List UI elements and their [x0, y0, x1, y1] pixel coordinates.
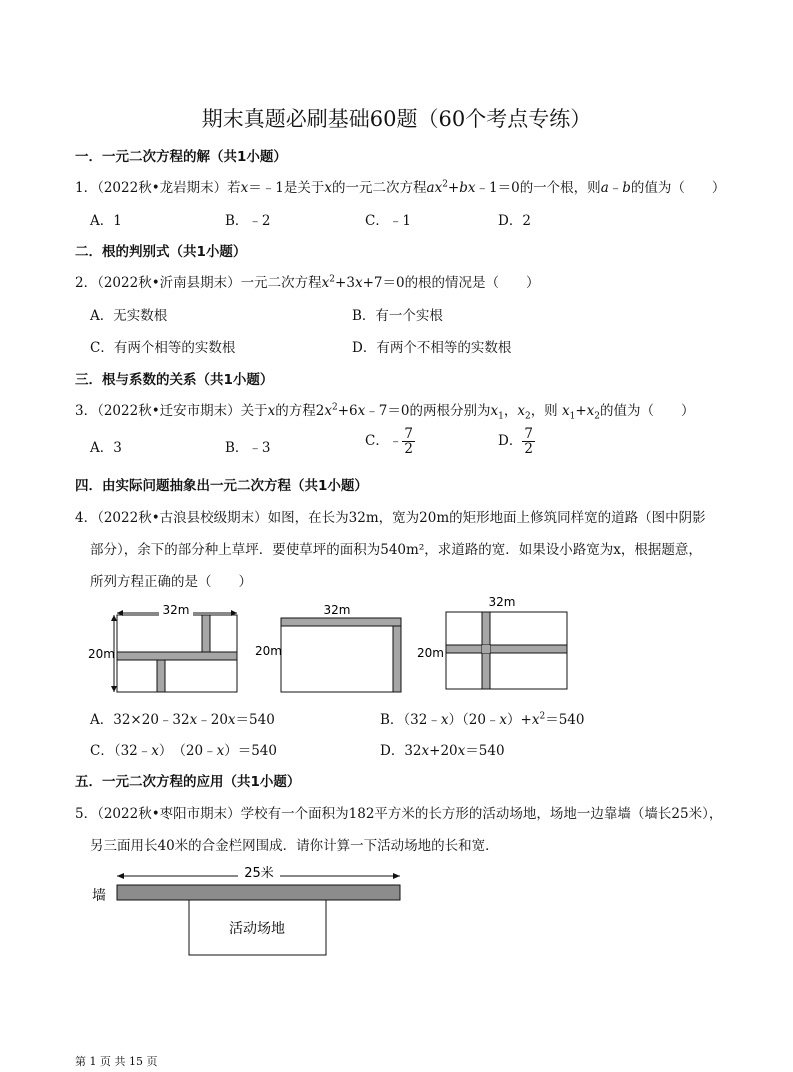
q1-option-d: D．2: [498, 213, 531, 229]
q4-option-d: D．32x+20x＝540: [380, 743, 505, 759]
q2-option-b: B．有一个实根: [352, 308, 443, 324]
q4-figure-1: [85, 600, 245, 698]
q4-option-c: C．（32﹣x） （20﹣x）＝540: [90, 743, 277, 759]
question-3: 3．（2022秋•迁安市期末）关于x的方程$2x^2+6x﹣7=0$的两根分别为$x_1$，$x_2$，则 $x_1+x_2$的值为（ ）: [75, 402, 695, 422]
q3-option-c: C．﹣ $\frac{7}{2}$: [365, 426, 413, 457]
question-5-line-1: 5．（2022秋•枣阳市期末）学校有一个面积为182平方米的长方形的活动场地，场地一边靠墙（墙长25米），: [75, 806, 723, 822]
question-1: 1．（2022秋•龙岩期末）若x＝﹣1是关于x的一元二次方程$ax^2+bx﹣1=0$的一个根，则a﹣b的值为（ ）: [75, 179, 726, 196]
question-4-line-1: 4．（2022秋•古浪县校级期末）如图，在长为32m，宽为20m的矩形地面上修筑同样宽的道路（图中阴影: [75, 510, 706, 526]
q3-option-b: B．﹣3: [225, 440, 271, 456]
section-heading-4: 四．由实际问题抽象出一元二次方程（共1小题）: [75, 478, 368, 494]
q1-option-a: A．1: [90, 213, 122, 229]
q4-option-a: A．32×20﹣32x﹣20x＝540: [90, 712, 275, 728]
question-4-line-3: 所列方程正确的是（ ）: [90, 574, 252, 590]
question-5-line-2: 另三面用长40米的合金栏网围成．请你计算一下活动场地的长和宽．: [90, 838, 499, 854]
fig2-label-20m: 20m: [255, 644, 282, 658]
q1-option-b: B．﹣2: [225, 213, 271, 229]
q2-option-c: C．有两个相等的实数根: [90, 340, 236, 356]
section-heading-2: 二．根的判别式（共1小题）: [75, 244, 247, 260]
q2-option-a: A．无实数根: [90, 308, 168, 324]
field-label: 活动场地: [229, 921, 285, 937]
q5-figure: [88, 860, 408, 960]
q3-option-d: D． $\frac{7}{2}$: [498, 426, 533, 457]
page-title: 期末真题必刷基础60题（60个考点专练）: [201, 107, 592, 131]
fig1-label-20m: 20m: [88, 647, 115, 661]
q1-option-c: C．﹣1: [365, 213, 411, 229]
q3-option-a: A．3: [90, 440, 122, 456]
question-2: 2．（2022秋•沂南县期末）一元二次方程$x^2+3x+7=0$的根的情况是（ ）: [75, 274, 540, 291]
q4-figure-2: [253, 600, 408, 698]
q2-option-d: D．有两个不相等的实数根: [352, 340, 512, 356]
fig1-label-32m: 32m: [162, 603, 190, 617]
section-heading-1: 一．一元二次方程的解（共1小题）: [75, 149, 287, 165]
page-footer: 第 1 页 共 15 页: [75, 1055, 158, 1068]
fig3-label-32m: 32m: [488, 595, 516, 609]
section-heading-5: 五．一元二次方程的应用（共1小题）: [75, 774, 301, 790]
q4-option-b: B．$(32﹣x)(20﹣x)+x^2=540$: [380, 711, 585, 728]
wall-label: 墙: [92, 888, 106, 904]
wall-length-label: 25米: [244, 866, 274, 881]
q4-figure-3: [415, 594, 575, 694]
question-4-line-2: 部分），余下的部分种上草坪．要使草坪的面积为540m²，求道路的宽．如果设小路宽为x，根据题意，: [90, 542, 702, 558]
fig3-label-20m: 20m: [417, 646, 444, 660]
section-heading-3: 三．根与系数的关系（共1小题）: [75, 372, 274, 388]
fig2-label-32m: 32m: [323, 603, 351, 617]
